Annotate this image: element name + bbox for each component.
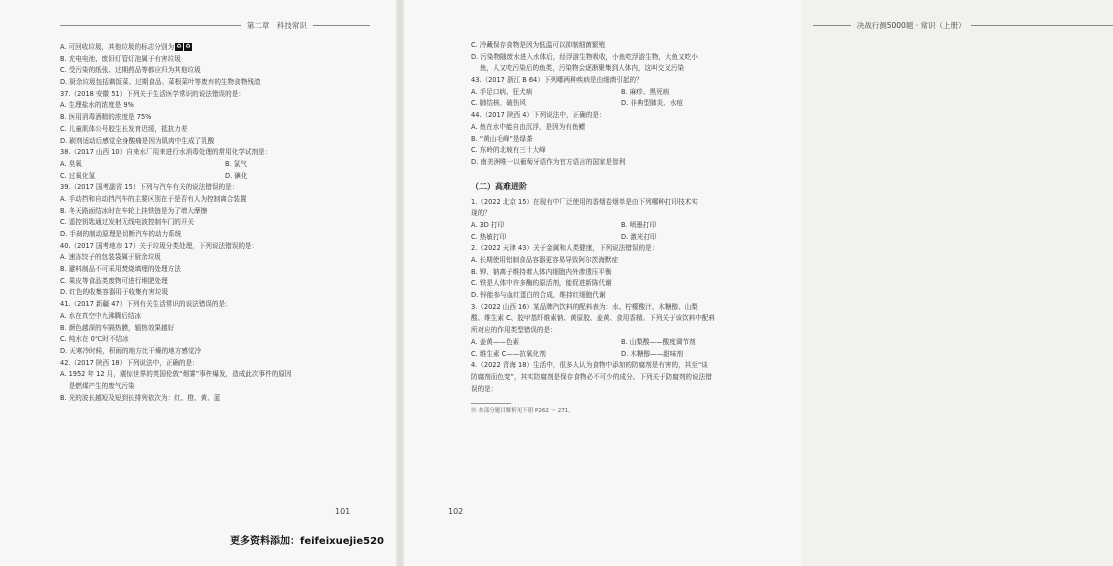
text-line: A. 生理盐水的浓度是 9%: [60, 101, 134, 110]
option-row: [471, 98, 771, 110]
text-line: A. 速冻饺子的包装袋属于厨余垃圾: [60, 253, 161, 262]
text-line: B. 冬天路面结冰时在车轮上挂铁链是为了增大摩擦: [60, 206, 208, 215]
option-row: [471, 232, 771, 244]
text-line: A. 可回收垃圾，其他垃圾的标志分别为 ♻ ♻: [60, 43, 191, 51]
right-page-header: [813, 20, 1113, 31]
text-line: D. 刷剂适动后感觉全身酸痛是因为肌肉中生成了乳酸: [60, 136, 215, 145]
text-line: C. 果皮等食品类废物可进行堆肥处理: [60, 276, 168, 285]
question-line: 37.（2018 安徽 51）下列关于生活医学常识的说法错误的是：: [60, 89, 245, 98]
text-line: B. 颜色越深的车隔热膜，辐热效果越好: [60, 323, 175, 332]
option: D. 激光打印: [621, 232, 657, 241]
text-line: D. 天寒冷时候，积雨的地方比干燥的地方感觉冷: [60, 346, 202, 355]
book-gutter: [396, 0, 404, 566]
text-line: 现的？: [471, 209, 491, 218]
text-line: D. 厨余垃圾包括剩饭菜、过期食品、菜根菜叶等废弃的生物食物残渣: [60, 78, 261, 87]
text-line: C. 遥控钥匙通过发射无线电波控制车门的开关: [60, 218, 195, 227]
option-row: [60, 171, 390, 183]
left-page: [0, 0, 400, 566]
option: D. 碘化: [225, 171, 248, 180]
text-line: A. 手动挡和自动挡汽车的主要区别在于是否有人为控制离合装置: [60, 194, 247, 203]
option-row: [471, 349, 771, 361]
footnote: ⑱ 本部分题目解析见下册 P262 ～ 271。: [471, 408, 574, 415]
text-line: A. 水在真空中九沸腾后结冰: [60, 311, 142, 320]
right-header-text: 决战行测5000题 · 常识（上册）: [856, 21, 966, 30]
text-line: C. 受污染的纸张、过期药品等都应归为其他垃圾: [60, 66, 201, 75]
text-line: C. 纯水在 0℃时不结冰: [60, 335, 129, 344]
header-rule: [60, 25, 241, 26]
header-rule: [813, 25, 851, 26]
option: B. 山梨酸——酸度调节剂: [621, 337, 696, 346]
option: C. 肺结核、破伤风: [471, 99, 526, 108]
text-line: B. 医用消毒酒精的浓度是 75%: [60, 113, 152, 122]
option: A. 姜黄——色素: [471, 337, 520, 346]
right-page: [400, 0, 966, 566]
question-line: 38.（2017 山西 10）自来水厂用来进行水消毒处理的常用化学试剂是：: [60, 148, 272, 157]
option: C. 热敏打印: [471, 232, 507, 241]
text-line: 防腐剂而色变”，其实防腐剂是保存食物必不可少的成分。下列关于防腐剂的说法错: [471, 372, 712, 381]
text-line: A. 鱼在水中能自由沉浮，是因为有鱼鳔: [471, 122, 586, 131]
option: C. 维生素 C——抗氧化剂: [471, 349, 546, 358]
question-line: 41.（2017 新疆 47）下列有关生活常识的说法错误的是：: [60, 300, 232, 309]
option-row: [471, 220, 771, 232]
text-line: B. 避料制品不可采用焚烧填埋的处理方法: [60, 265, 181, 274]
question-line: 43.（2017 浙江 B 64）下列哪两种疾病是由细菌引起的？: [471, 76, 643, 85]
footnote-divider: [471, 403, 511, 404]
text-line: 是燃煤产生的废气污染: [60, 381, 135, 390]
option: D. 非典型肺炎、水痘: [621, 99, 684, 108]
text-line: D. 南美洲唯一以葡萄牙语作为官方语言的国家是智利: [471, 157, 626, 166]
question-line: 2.（2022 天津 43）关于金属和人类健康，下列说法错误的是：: [471, 244, 659, 253]
watermark-caption: 更多资料添加：feifeixuejie520: [230, 536, 384, 547]
page-number: 101: [335, 507, 351, 516]
question-line: 1.（2022 北京 15）在现有中厂泛使用的香烟卷烟单是由下列哪种打印技术实: [471, 197, 698, 206]
right-page-content: [471, 40, 771, 418]
option: A. 臭氧: [60, 159, 82, 168]
text-line: C. 儿童肌体公号胶生长发育迟缓，抵抗力差: [60, 124, 188, 133]
option: D. 木糖醇——甜味剂: [621, 349, 684, 358]
text-line: C. 铁是人体中许多酶的原活剂，能促进新陈代谢: [471, 279, 612, 288]
text-line: B. 光的波长越短及短到长排列依次为：红、橙、黄、蓝: [60, 393, 221, 402]
recycle-icon: ♻ ♻: [176, 43, 191, 50]
text-line: 酸、维生素 C、胶甲基纤维素钠、黄原胶、姜黄、食用香精。下列关于该饮料中配料: [471, 314, 716, 323]
option-row: [60, 159, 390, 171]
option-row: [471, 337, 771, 349]
page-number: 102: [448, 507, 464, 516]
text-line: C. 东岭的北坡有三十大峰: [471, 146, 546, 155]
text-line: B. “黄山毛峰”是绿茶: [471, 134, 533, 143]
header-rule: [313, 25, 370, 26]
question-line: 42.（2017 陕西 18）下列说法中，正确的是：: [60, 358, 199, 367]
header-rule: [971, 25, 1113, 26]
text-line: B. 充电电池、废旧灯管灯泡属于有害垃圾: [60, 54, 181, 63]
option: C. 过氧化氢: [60, 171, 96, 180]
option: A. 手足口病、狂犬病: [471, 87, 533, 96]
option-row: [471, 87, 771, 99]
text-line: A. 1952 年 12 月，震惊世界的英国伦敦“烟雾”事件爆发，造成此次事件的原因: [60, 370, 292, 379]
text-line: D. 锌能参与血红蛋白的合成，维持红细胞代谢: [471, 291, 606, 300]
question-line: 40.（2017 国考地市 17）关于垃圾分类处理，下列说法错误的是：: [60, 241, 259, 250]
text-line: C. 冷藏保存食物是因为低温可以抑制细菌繁殖: [471, 41, 606, 49]
left-page-content: [60, 42, 390, 404]
text-line: 误的是：: [471, 384, 498, 393]
text-line: D. 污染物随废水进入水体后，经浮游生物吸收，小鱼吃浮游生物，大鱼又吃小: [471, 52, 698, 61]
option: A. 3D 打印: [471, 220, 505, 229]
question-line: 39.（2017 国考副省 15）下列与汽车有关的说法错误的是：: [60, 183, 239, 192]
option: B. 氯气: [225, 159, 247, 168]
left-header-text: 第二章 科技常识: [246, 21, 307, 30]
question-line: 44.（2017 陕西 4）下列说法中，正确的是：: [471, 111, 606, 120]
question-line: 4.（2022 青海 18）生活中，很多人认为食物中添加的防腐剂是有害的，其至“谈: [471, 361, 708, 370]
text-line: 鱼，人又吃污染后的鱼类，污染物会逐渐聚集到人体内，这叫交叉污染: [471, 64, 685, 73]
text-line: B. 钾、钠离子维持着人体内细胞内外渗透压平衡: [471, 267, 612, 276]
text-line: D. 红色的收集容器用于收集有害垃圾: [60, 288, 169, 297]
section-title: （二）高难进阶: [471, 181, 527, 191]
left-page-header: [60, 20, 370, 31]
text-line: A. 长期使用铝制食品容器更容易导致阿尔茨海默症: [471, 256, 619, 264]
text-line: D. 手刹的制动原理是切断汽车的动力系统: [60, 230, 182, 238]
option: B. 麻疹、黑死病: [621, 87, 670, 96]
text-line: 所对应的作用类型错误的是：: [471, 326, 557, 335]
option: B. 喷墨打印: [621, 220, 657, 229]
question-line: 3.（2022 山西 16）某品牌汽饮料的配料表为：水、柠檬酸汁、木糖醇、山梨: [471, 302, 698, 311]
